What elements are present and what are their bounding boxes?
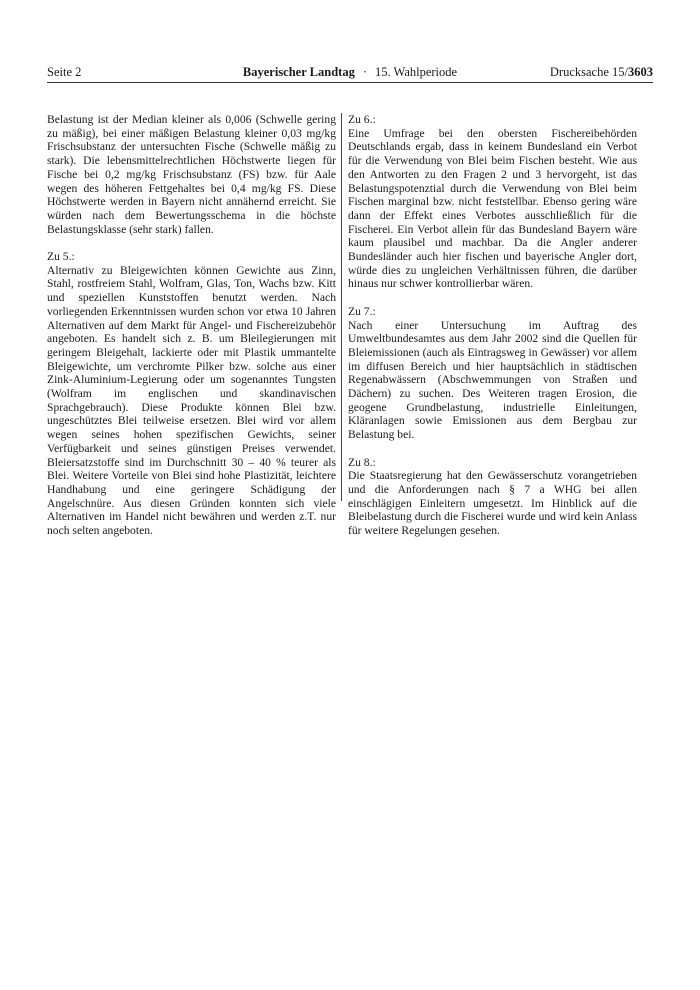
intro-paragraph: Belastung ist der Median kleiner als 0,006 (Schwelle gering zu mäßig), bei einer mäßigen Belastung kleiner 0,03 mg/kg Frischsubstanz der untersuchten Fische (Schwelle mäßig zu stark). Die lebensmittelrechtlichen Höchstwerte liegen für Fische bei 0,2 mg/kg Frischsubstanz (FS) bzw. für Aale wegen des höheren Fettgehaltes bei 0,4 mg/kg FS. Diese Höchstwerte werden in Bayern nicht annähernd erreicht. Sie würden nach dem Bewertungsschema in die höchste Belastungsklasse (sehr stark) fallen. — [47, 113, 336, 236]
answer-7-heading: Zu 7.: — [348, 304, 376, 318]
answer-7-text: Nach einer Untersuchung im Auftrag des Umweltbundesamtes aus dem Jahr 2002 sind die Quellen für Bleiemissionen (auch als Eintragsweg in Gewässer) vor allem im diffusen Bereich und hier hauptsächlich in städtischen Regenabwässern (Abschwemmungen von Straßen und Dächern) zu suchen. Des Weiteren tragen Erosion, die geogene Grundbelastung, industrielle Einleitungen, Kläranlagen sowie Emissionen aus dem Bergbau zur Belastung bei. — [348, 318, 637, 442]
answer-6-block — [348, 113, 637, 291]
legislative-period: 15. Wahlperiode — [375, 65, 458, 79]
answer-5-block — [47, 250, 336, 538]
page-number: Seite 2 — [47, 65, 82, 79]
left-column — [47, 113, 336, 551]
header-separator: · — [362, 65, 367, 79]
parliament-name: Bayerischer Landtag — [242, 65, 355, 79]
answer-6-text: Eine Umfrage bei den obersten Fischereibehörden Deutschlands ergab, dass in keinem Bundesland ein Verbot für die Verwendung von Blei beim Fischen besteht. Wie aus den Antworten zu den Fragen 2 und 3 hervorgeht, ist das Belastungspotenztial durch die Verwendung von Blei beim Fischen marginal bzw. nicht feststellbar. Ebenso gering wäre dann der Effekt eines Verbotes ausschließlich für die Fischerei. Ein Verbot allein für das Bundesland Bayern wäre kaum plausibel und machbar. Da die Angler anderer Bundesländer auch hier fischen und bayerische Angler dort, würde dies zu ungleichen Verhältnissen führen, die darüber hinaus nur schwer kontrollierbar wären. — [348, 126, 637, 291]
column-divider — [341, 113, 342, 501]
document-prefix: Drucksache 15/ — [549, 65, 628, 79]
answer-8-block — [348, 456, 637, 538]
answer-8-text: Die Staatsregierung hat den Gewässerschutz vorangetrieben und die Anforderungen nach § 7 a WHG bei allen einschlägigen Einleitern umgesetzt. Im Hinblick auf die Bleibelastung durch die Fischerei wurde und wird kein Anlass für weitere Regelungen gesehen. — [348, 469, 637, 538]
header-rule — [47, 82, 653, 83]
document-number-value: 3603 — [628, 65, 653, 79]
answer-6-heading: Zu 6.: — [348, 113, 376, 126]
right-column — [348, 113, 637, 551]
document-number — [550, 64, 653, 80]
intro-block — [47, 113, 336, 236]
answer-5-heading: Zu 5.: — [47, 250, 75, 264]
page-header — [47, 64, 653, 80]
answer-5-text: Alternativ zu Bleigewichten können Gewichte aus Zinn, Stahl, rostfreiem Stahl, Wolfram, Glas, Ton, Wachs bzw. Kitt und speziellen Kunststoffen benutzt werden. Nach vorliegenden Erkenntnissen wurden schon vor etwa 10 Jahren Alternativen auf dem Markt für Angel- und Fischereizubehör angeboten. Es handelt sich z. B. um Bleilegierungen mit geringem Bleigehalt, lackierte oder mit Plastik ummantelte Bleigewichte, um verchromte Pilker bzw. solche aus einer Zink-Aluminium-Legierung oder um sogenanntes Tungsten (Wolfram im englischen und skandinavischen Sprachgebrauch). Diese Produkte können Blei bzw. ungeschütztes Blei teilweise ersetzen. Blei wird vor allem wegen seines hohen spezifischen Gewichts, seiner Verfügbarkeit und seines günstigen Preises verwendet. Bleiersatzstoffe sind im Durchschnitt 30 – 40 % teurer als Blei. Weitere Vorteile von Blei sind hohe Plastizität, leichtere Handhabung und eine geringere Schädigung der Angelschnüre. Aus diesen Gründen konnten sich viele Alternativen im Handel nicht bewähren und werden z.T. nur noch selten angeboten. — [47, 263, 336, 538]
answer-7-block — [348, 305, 637, 442]
answer-8-heading: Zu 8.: — [348, 455, 376, 469]
